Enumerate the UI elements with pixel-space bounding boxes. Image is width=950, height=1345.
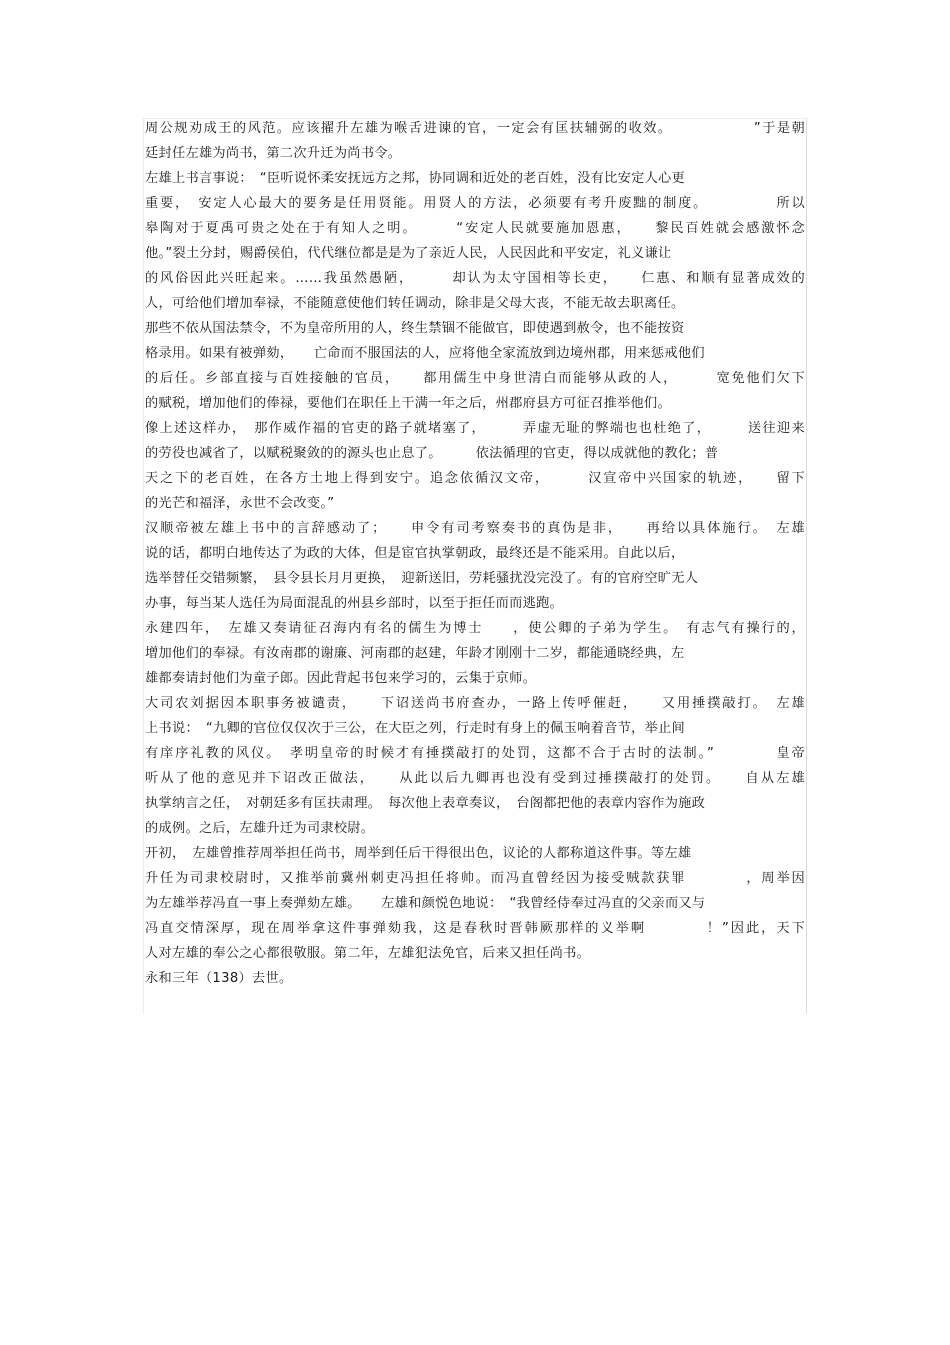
text-line: 的劳役也减省了，以赋税聚敛的的源头也止息了。 依法循理的官吏，得以成就他的教化；普: [145, 446, 719, 461]
text-line: 有庠序礼教的风仪。 孝明皇帝的时候才有捶撲敲打的处罚，这都不合于古时的法制。” 皇帝: [145, 746, 805, 761]
text-line: 人，可给他们增加奉禄，不能随意使他们转任调动，除非是父母大丧，不能无故去职离任。: [145, 296, 685, 311]
text-line: 人对左雄的奉公之心都很敬服。第二年，左雄犯法免官，后来又担任尚书。: [145, 946, 591, 961]
text-line: 为左雄举荐冯直一事上奏弹劾左雄。 左雄和颜悦色地说： “我曾经侍奉过冯直的父亲而又与: [145, 896, 706, 911]
document-body: [145, 116, 805, 991]
text-line: 执掌纳言之任， 对朝廷多有匡扶肃理。 每次他上表章奏议， 台阁都把他的表章内容作为施政: [145, 796, 706, 811]
text-line: 冯直交情深厚，现在周举拿这件事弹劾我，这是春秋时晋韩厥那样的义举啊 ！”因此，天下: [145, 921, 805, 936]
text-line: 廷封任左雄为尚书，第二次升迁为尚书令。: [145, 146, 402, 161]
text-line: 大司农刘据因本职事务被谴责， 下诏送尚书府查办，一路上传呼催赶， 又用捶撲敲打。 左雄: [145, 696, 805, 711]
text-line: 开初， 左雄曾推荐周举担任尚书，周举到任后干得很出色，议论的人都称道这件事。等左雄: [145, 846, 692, 861]
text-line: 说的话，都明白地传达了为政的大体，但是宦官执掌朝政，最终还是不能采用。自此以后，: [145, 546, 685, 561]
text-line: 格录用。如果有被弹劾， 亡命而不服国法的人，应将他全家流放到边境州郡，用来惩戒他们: [145, 346, 705, 361]
text-line: 的赋税，增加他们的俸禄，要他们在职任上干满一年之后，州郡府县方可征召推举他们。: [145, 396, 672, 411]
text-line: 雄都奏请封他们为童子郎。因此背起书包来学习的，云集于京师。: [145, 671, 537, 686]
text-line: 像上述这样办， 那作威作福的官吏的路子就堵塞了， 弄虚无耻的弊端也也杜绝了， 送往迎来: [145, 421, 805, 436]
text-line: 那些不依从国法禁令，不为皇帝所用的人，终生禁锢不能做官，即使遇到赦令，也不能按资: [145, 321, 685, 336]
text-line: 天之下的老百姓，在各方土地上得到安宁。追念依循汉文帝， 汉宣帝中兴国家的轨迹， 留下: [145, 471, 805, 486]
text-line: 听从了他的意见并下诏改正做法， 从此以后九卿再也没有受到过捶撲敲打的处罚。 自从左雄: [145, 771, 805, 786]
text-line: 的光芒和福泽，永世不会改变。”: [145, 496, 335, 511]
text-line: 左雄上书言事说： “臣听说怀柔安抚远方之邦，协同调和近处的老百姓，没有比安定人心更: [145, 171, 686, 186]
text-line: 上书说： “九卿的官位仅仅次于三公，在大臣之列，行走时有身上的佩玉响着音节，举止间: [145, 721, 686, 736]
text-line: 选举替任交错频繁， 县令县长月月更换， 迎新送旧，劳耗骚扰没完没了。有的官府空旷无人: [145, 571, 699, 586]
text-line: 的后任。乡部直接与百姓接触的官员， 都用儒生中身世清白而能够从政的人， 宽免他们欠下: [145, 371, 805, 386]
text-line: 的风俗因此兴旺起来。……我虽然愚陋， 却认为太守国相等长吏， 仁惠、和顺有显著成效的: [145, 271, 805, 286]
text-line: 他。”裂土分封，赐爵侯伯，代代继位都是是为了亲近人民，人民因此和平安定，礼义谦让: [145, 246, 672, 261]
text-line: 重要， 安定人心最大的要务是任用贤能。用贤人的方法，必须要有考升废黜的制度。 所以: [145, 196, 805, 211]
text-line: 增加他们的奉禄。有汝南郡的谢廉、河南郡的赵建，年龄才刚刚十二岁，都能通晓经典，左: [145, 646, 685, 661]
text-line: 办事，每当某人选任为局面混乱的州县乡部时，以至于拒任而而逃跑。: [145, 596, 564, 611]
text-line: 的成例。之后，左雄升迁为司隶校尉。: [145, 821, 375, 836]
text-line: 升任为司隶校尉时，又推举前冀州刺吏冯担任将帅。而冯直曾经因为接受贼款获罪 ，周举因: [145, 871, 805, 886]
text-line: 永和三年（138）去世。: [145, 971, 293, 986]
text-line: 周公规劝成王的风范。应该擢升左雄为喉舌进谏的官，一定会有匡扶辅弼的收效。 ”于是朝: [145, 121, 805, 136]
text-line: 永建四年， 左雄又奏请征召海内有名的儒生为博士 ，使公卿的子弟为学生。 有志气有操行的，: [145, 621, 805, 636]
text-line: 皋陶对于夏禹可贵之处在于有知人之明。 “安定人民就要施加恩惠， 黎民百姓就会感激怀念: [145, 221, 805, 236]
text-line: 汉顺帝被左雄上书中的言辞感动了； 申令有司考察奏书的真伪是非， 再给以具体施行。 左雄: [145, 521, 805, 536]
